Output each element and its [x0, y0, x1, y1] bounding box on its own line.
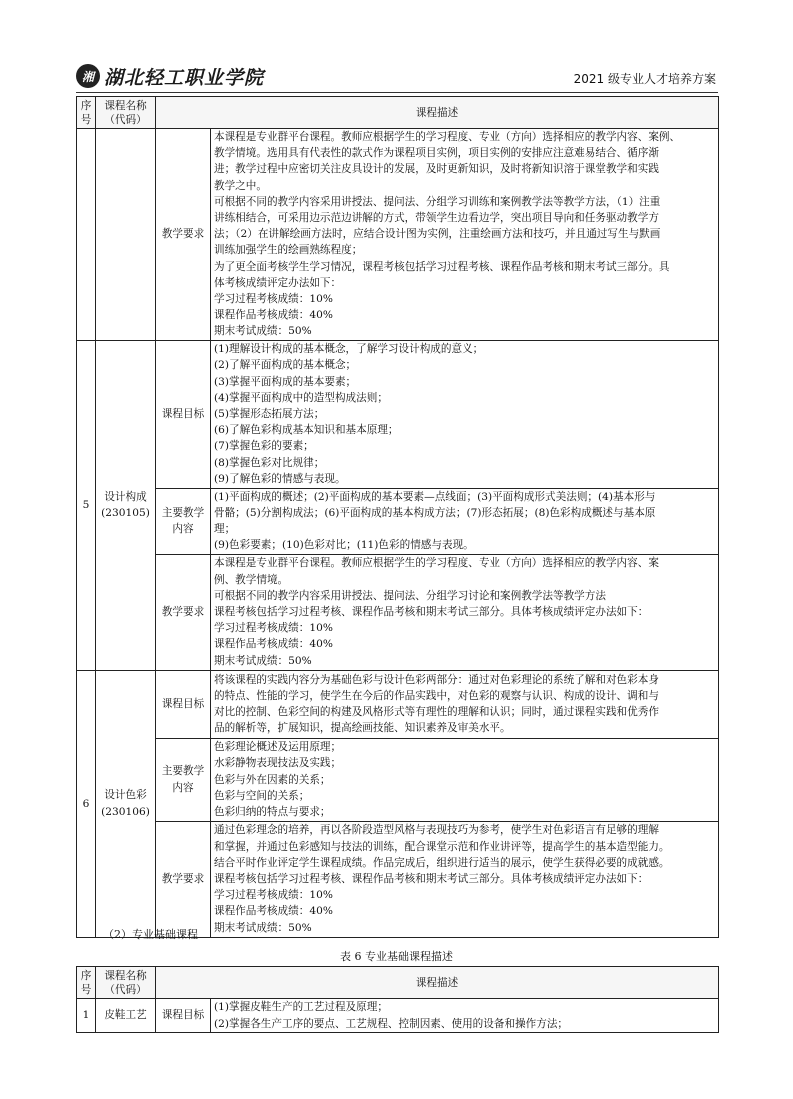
header-no: 序号 [77, 97, 96, 129]
course-no: 1 [77, 999, 96, 1033]
desc-line: (9)了解色彩的情感与表现。 [214, 472, 346, 485]
row-label: 教学要求 [156, 129, 211, 341]
desc-line: 色彩理论概述及运用原理； [214, 741, 342, 754]
desc-line: (2)了解平面构成的基本概念； [214, 359, 357, 372]
table-row [77, 488, 719, 554]
desc-line: 讲练相结合，可采用边示范边讲解的方式，带领学生边看边学，突出项目导向和任务驱动教学方 [214, 212, 659, 225]
desc-line: (9)色彩要素；(10)色彩对比；(11)色彩的情感与表现。 [214, 539, 474, 552]
course-name: 设计构成 [104, 490, 147, 503]
desc-line: 学习过程考核成绩：10% [214, 622, 333, 635]
course-name-cell [96, 670, 156, 937]
desc-line: 期末考试成绩：50% [214, 654, 312, 667]
header-course: 课程名称（代码） [96, 967, 156, 999]
desc-line: 可根据不同的教学内容采用讲授法、提问法、分组学习训练和案例教学法等教学方法，（1）注重 [214, 195, 661, 208]
desc-line: 色彩归纳的特点与要求； [214, 805, 331, 818]
plan-title: 2021 级专业人才培养方案 [573, 72, 716, 86]
desc-line: 期末考试成绩：50% [214, 921, 312, 934]
desc-line: (7)掌握色彩的要素； [214, 440, 314, 453]
course-table-foundation [76, 966, 719, 1033]
desc-line: 通过色彩理念的培养，再以各阶段造型风格与表现技巧为参考，使学生对色彩语言有足够的理解 [214, 824, 659, 837]
desc-line: 骨骼；(5)分割构成法；(6)平面构成的基本构成方法；(7)形态拓展；(8)色彩构成概述与基本原 [214, 506, 656, 519]
table-caption: 表 6 专业基础课程描述 [340, 950, 453, 963]
desc-line: 期末考试成绩：50% [214, 325, 312, 338]
desc-line: 对比的控制、色彩空间的构建及风格形式等有理性的理解和认识；同时，通过课程实践和优秀作 [214, 706, 659, 719]
course-name: 设计色彩 [104, 789, 147, 802]
row-label: 教学要求 [156, 554, 211, 670]
desc-line: 进；教学过程中应密切关注皮具设计的发展，及时更新知识，及时将新知识溶于课堂教学和实践 [214, 163, 659, 176]
desc-line: 本课程是专业群平台课程。教师应根据学生的学习程度、专业（方向）选择相应的教学内容、案 [214, 557, 659, 570]
desc-line: 教学情境。选用具有代表性的款式作为课程项目实例，项目实例的安排应注意难易结合、循序渐 [214, 147, 659, 160]
desc-line: 色彩与空间的关系； [214, 789, 310, 802]
desc-line: 例、教学情境。 [214, 573, 289, 586]
desc-line: 为了更全面考核学生学习情况，课程考核包括学习过程考核、课程作品考核和期末考试三部分。具 [214, 260, 670, 273]
desc-line: 课程作品考核成绩：40% [214, 905, 333, 918]
row-label: 教学要求 [156, 821, 211, 937]
desc-line: (1)平面构成的概述；(2)平面构成的基本要素—点线面；(3)平面构成形式美法则；(4)基本形与 [214, 490, 656, 503]
header-course: 课程名称（代码） [96, 97, 156, 129]
row-description [211, 999, 719, 1033]
course-no: 6 [77, 670, 96, 937]
desc-line: 课程考核包括学习过程考核、课程作品考核和期末考试三部分。具体考核成绩评定办法如下： [214, 873, 649, 886]
desc-line: 课程考核包括学习过程考核、课程作品考核和期末考试三部分。具体考核成绩评定办法如下： [214, 606, 649, 619]
row-course-cell [96, 129, 156, 341]
row-label: 课程目标 [156, 670, 211, 738]
table-header-row [77, 97, 719, 129]
desc-line: 学习过程考核成绩：10% [214, 889, 333, 902]
desc-line: 和掌握，并通过色彩感知与技法的训练，配合课堂示范和作业讲评等，提高学生的基本造型能力。 [214, 840, 670, 853]
row-description [211, 488, 719, 554]
header-desc: 课程描述 [156, 97, 719, 129]
college-logo [76, 62, 264, 90]
table-row [77, 129, 719, 341]
desc-line: 结合平时作业评定学生课程成绩。作品完成后，组织进行适当的展示，使学生获得必要的成就感。 [214, 856, 670, 869]
row-label: 主要教学内容 [156, 488, 211, 554]
course-no: 5 [77, 340, 96, 670]
desc-line: 训练加强学生的绘画熟练程度； [214, 244, 363, 257]
course-name-cell [96, 340, 156, 670]
college-name: 湖北轻工职业学院 [104, 66, 265, 89]
table-row [77, 554, 719, 670]
table-row [77, 340, 719, 488]
table-row [77, 738, 719, 821]
desc-line: 可根据不同的教学内容采用讲授法、提问法、分组学习讨论和案例教学法等教学方法 [214, 589, 606, 602]
table-row [77, 670, 719, 738]
row-label: 课程目标 [156, 999, 211, 1033]
desc-line: (6)了解色彩构成基本知识和基本原理； [214, 424, 399, 437]
desc-line: 课程作品考核成绩：40% [214, 309, 333, 322]
course-code: (230105) [101, 507, 150, 520]
desc-line: (1)掌握皮鞋生产的工艺过程及原理； [214, 1001, 388, 1014]
row-description [211, 129, 719, 341]
desc-line: 将该课程的实践内容分为基础色彩与设计色彩两部分：通过对色彩理论的系统了解和对色彩本身 [214, 673, 659, 686]
row-description [211, 738, 719, 821]
header-no: 序号 [77, 967, 96, 999]
course-table-platform [76, 96, 719, 938]
row-label: 主要教学内容 [156, 738, 211, 821]
desc-line: 法；（2）在讲解绘画方法时，应结合设计图为实例，注重绘画方法和技巧，并且通过写生与默画 [214, 228, 661, 241]
row-description [211, 670, 719, 738]
header-desc: 课程描述 [156, 967, 719, 999]
desc-line: (8)掌握色彩对比规律； [214, 456, 325, 469]
desc-line: 本课程是专业群平台课程。教师应根据学生的学习程度、专业（方向）选择相应的教学内容、案例、 [214, 131, 681, 143]
desc-line: 的特点、性能的学习，使学生在今后的作品实践中，对色彩的观察与认识、构成的设计、调和与 [214, 689, 659, 702]
desc-line: 学习过程考核成绩：10% [214, 293, 333, 306]
row-no-cell [77, 129, 96, 341]
college-seal-icon: 湘 [76, 64, 100, 88]
subheading: （2）专业基础课程 [103, 928, 198, 941]
row-description [211, 340, 719, 488]
course-name: 皮鞋工艺 [96, 999, 156, 1033]
table-row [77, 821, 719, 937]
desc-line: 课程作品考核成绩：40% [214, 638, 333, 651]
table-header-row [77, 967, 719, 999]
desc-line: 体考核成绩评定办法如下： [214, 276, 342, 289]
desc-line: 水彩静物表现技法及实践； [214, 757, 342, 770]
row-description [211, 821, 719, 937]
desc-line: 品的解析等，扩展知识，提高绘画技能、知识素养及审美水平。 [214, 722, 511, 735]
desc-line: 教学之中。 [214, 179, 267, 192]
course-code: (230106) [101, 805, 150, 818]
desc-line: (3)掌握平面构成的基本要素； [214, 375, 357, 388]
desc-line: (2)掌握各生产工序的要点、工艺规程、控制因素、使用的设备和操作方法； [214, 1017, 569, 1030]
desc-line: (5)掌握形态拓展方法； [214, 408, 325, 421]
page-header [76, 62, 718, 93]
desc-line: (1)理解设计构成的基本概念，了解学习设计构成的意义； [214, 343, 484, 356]
desc-line: (4)掌握平面构成中的造型构成法则； [214, 391, 388, 404]
table-row [77, 999, 719, 1033]
row-label: 课程目标 [156, 340, 211, 488]
desc-line: 理； [214, 523, 236, 536]
row-description [211, 554, 719, 670]
desc-line: 色彩与外在因素的关系； [214, 773, 331, 786]
